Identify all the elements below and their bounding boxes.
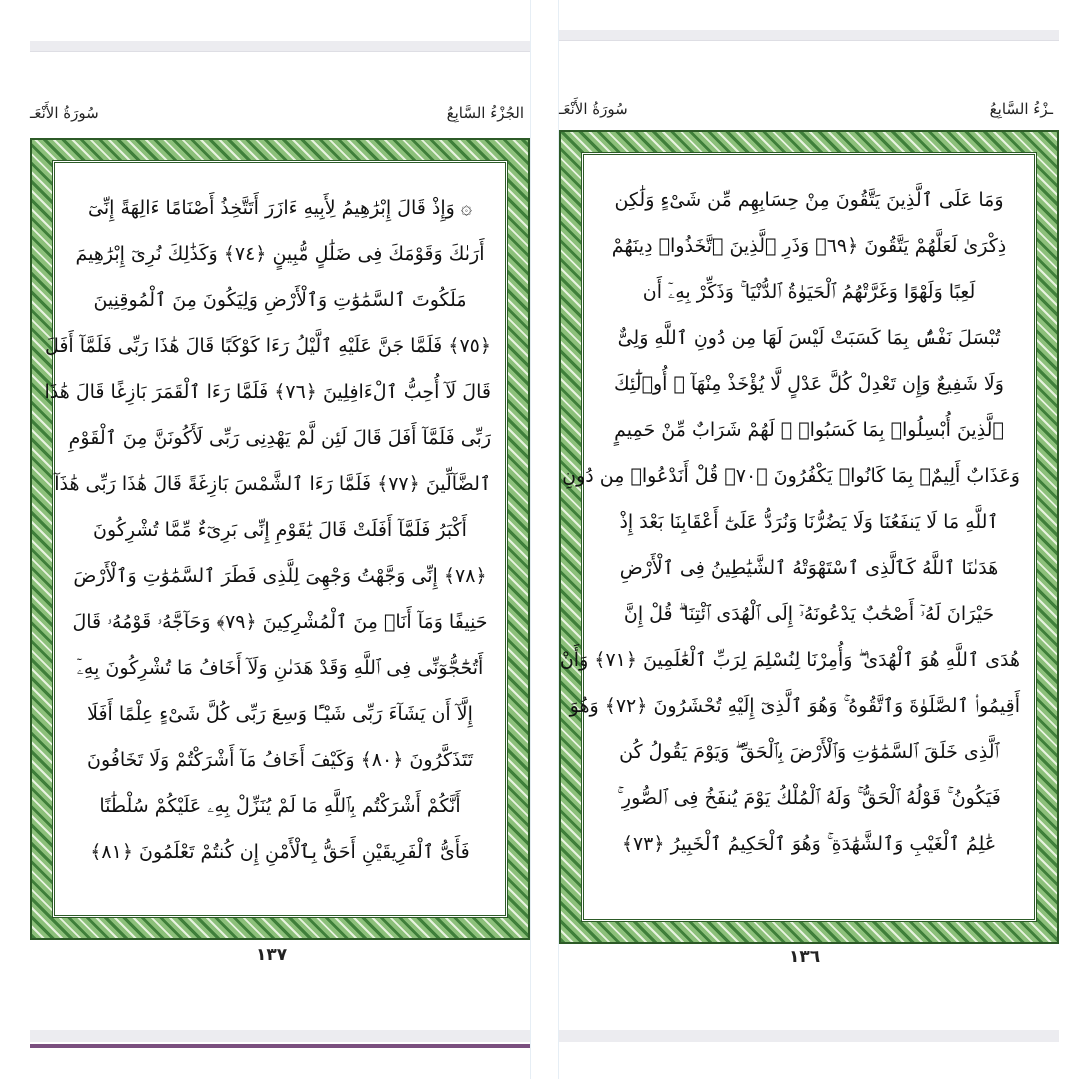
verse-line: وَمَا عَلَى ٱلَّذِينَ يَتَّقُونَ مِنْ حِسَابِهِم مِّن شَىْءٍ وَلَٰكِن: [614, 189, 1004, 211]
verse-line: ٱللَّهِ مَا لَا يَنفَعُنَا وَلَا يَضُرُّنَا وَنُرَدُّ عَلَىٰٓ أَعْقَابِنَا بَعْدَ إِذْ: [619, 511, 999, 533]
verse-line: ۞ وَإِذْ قَالَ إِبْرَٰهِيمُ لِأَبِيهِ ءَازَرَ أَتَتَّخِذُ أَصْنَامًا ءَالِهَةً إِنِّىٓ: [88, 197, 472, 219]
verse-line: ﴿٧٥﴾ فَلَمَّا جَنَّ عَلَيْهِ ٱلَّيْلُ رَءَا كَوْكَبًا قَالَ هَٰذَا رَبِّى فَلَمَّآ أَفَلَ: [44, 335, 491, 357]
verse-line: فَأَىُّ ٱلْفَرِيقَيْنِ أَحَقُّ بِٱلْأَمْنِ إِن كُنتُمْ تَعْلَمُونَ ﴿٨١﴾: [90, 841, 470, 863]
page-header: [30, 100, 530, 128]
verse-line: لَعِبًا وَلَهْوًا وَغَرَّتْهُمُ ٱلْحَيَوٰةُ ٱلدُّنْيَا ۚ وَذَكِّرْ بِهِۦٓ أَن: [642, 281, 976, 303]
verse-line: إِلَّآ أَن يَشَآءَ رَبِّى شَيْـًٔا وَسِعَ رَبِّى كُلَّ شَىْءٍ عِلْمًا أَفَلَا: [87, 703, 473, 725]
verse-line: أَتُحَٰٓجُّوٓنِّى فِى ٱللَّهِ وَقَدْ هَدَىٰنِ وَلَآ أَخَافُ مَا تُشْرِكُونَ بِهِۦٓ: [76, 657, 484, 679]
bottom-accent-line: [30, 1044, 530, 1048]
text-block: [559, 152, 1037, 922]
verse-line: هَدَىٰنَا ٱللَّهُ كَٱلَّذِى ٱسْتَهْوَتْهُ ٱلشَّيَٰطِينُ فِى ٱلْأَرْضِ: [619, 557, 999, 579]
verse-line: أَقِيمُوا۟ ٱلصَّلَوٰةَ وَٱتَّقُوهُ ۚ وَهُوَ ٱلَّذِىٓ إِلَيْهِ تُحْشَرُونَ ﴿٧٢﴾ وَهُوَ: [569, 695, 1020, 717]
verse-line: حَيْرَانَ لَهُۥٓ أَصْحَٰبٌ يَدْعُونَهُۥٓ إِلَى ٱلْهُدَى ٱئْتِنَا ۗ قُلْ إِنَّ: [623, 603, 995, 625]
verse-line: قَالَ لَآ أُحِبُّ ٱلْءَافِلِينَ ﴿٧٦﴾ فَلَمَّا رَءَا ٱلْقَمَرَ بَازِغًا قَالَ هَٰذَا: [44, 381, 491, 403]
verse-line: ذِكْرَىٰ لَعَلَّهُمْ يَتَّقُونَ ﴿٦٩﴾ وَذَرِ ٱلَّذِينَ ٱتَّخَذُوا۟ دِينَهُمْ: [611, 235, 1007, 257]
verse-line: تُبْسَلَ نَفْسٌۢ بِمَا كَسَبَتْ لَيْسَ لَهَا مِن دُونِ ٱللَّهِ وَلِىٌّ: [617, 327, 1001, 349]
juz-name: ـزْءُ السَّابِعُ: [989, 100, 1053, 118]
bottom-bar: [30, 1030, 530, 1042]
top-bar: [559, 30, 1059, 41]
right-page: [559, 0, 1089, 1079]
page-number: ١٣٧: [256, 945, 288, 965]
verse-line: ٱلَّذِى خَلَقَ ٱلسَّمَٰوَٰتِ وَٱلْأَرْضَ بِٱلْحَقِّ ۖ وَيَوْمَ يَقُولُ كُن: [619, 741, 999, 763]
verse-line: مَلَكُوتَ ٱلسَّمَٰوَٰتِ وَٱلْأَرْضِ وَلِيَكُونَ مِنَ ٱلْمُوقِنِينَ: [93, 289, 467, 311]
verse-line: أَنَّكُمْ أَشْرَكْتُم بِٱللَّهِ مَا لَمْ يُنَزِّلْ بِهِۦ عَلَيْكُمْ سُلْطَٰنًا: [99, 795, 461, 817]
verse-line: وَعَذَابٌ أَلِيمٌۢ بِمَا كَانُوا۟ يَكْفُرُونَ ﴿٧٠﴾ قُلْ أَنَدْعُوا۟ مِن دُونِ: [562, 465, 1020, 487]
text-block: [44, 160, 508, 918]
top-bar: [30, 41, 530, 52]
page-number: ١٣٦: [789, 947, 821, 967]
verse-line: رَبِّى فَلَمَّآ أَفَلَ قَالَ لَئِن لَّمْ يَهْدِنِى رَبِّى لَأَكُونَنَّ مِنَ ٱلْقَوْمِ: [68, 427, 491, 449]
verse-line: أَرَىٰكَ وَقَوْمَكَ فِى ضَلَٰلٍ مُّبِينٍ ﴿٧٤﴾ وَكَذَٰلِكَ نُرِىٓ إِبْرَٰهِيمَ: [75, 243, 485, 265]
ornamental-frame: [30, 138, 530, 940]
verse-line: تَتَذَكَّرُونَ ﴿٨٠﴾ وَكَيْفَ أَخَافُ مَآ أَشْرَكْتُمْ وَلَا تَخَافُونَ: [86, 749, 474, 771]
verse-line: وَلَا شَفِيعٌ وَإِن تَعْدِلْ كُلَّ عَدْلٍ لَّا يُؤْخَذْ مِنْهَآ ۗ أُو۟لَٰٓئِكَ: [614, 373, 1004, 395]
verse-line: فَيَكُونُ ۚ قَوْلُهُ ٱلْحَقُّ ۚ وَلَهُ ٱلْمُلْكُ يَوْمَ يُنفَخُ فِى ٱلصُّورِ ۚ: [617, 787, 1001, 809]
page-divider: [530, 0, 559, 1079]
bottom-bar: [559, 1030, 1059, 1042]
ornamental-frame: [559, 130, 1059, 944]
verse-line: ﴿٧٨﴾ إِنِّى وَجَّهْتُ وَجْهِىَ لِلَّذِى فَطَرَ ٱلسَّمَٰوَٰتِ وَٱلْأَرْضَ: [73, 565, 487, 587]
verse-line: ٱلَّذِينَ أُبْسِلُوا۟ بِمَا كَسَبُوا۟ ۖ لَهُمْ شَرَابٌ مِّنْ حَمِيمٍ: [614, 419, 1004, 441]
page-header: [559, 96, 1059, 124]
verse-line: عَٰلِمُ ٱلْغَيْبِ وَٱلشَّهَٰدَةِ ۚ وَهُوَ ٱلْحَكِيمُ ٱلْخَبِيرُ ﴿٧٣﴾: [621, 833, 997, 855]
verse-line: هُدَى ٱللَّهِ هُوَ ٱلْهُدَىٰ ۖ وَأُمِرْنَا لِنُسْلِمَ لِرَبِّ ٱلْعَٰلَمِينَ ﴿٧١﴾ وَأَنْ: [559, 649, 1020, 671]
verse-line: أَكْبَرُ فَلَمَّآ أَفَلَتْ قَالَ يَٰقَوْمِ إِنِّى بَرِىٓءٌ مِّمَّا تُشْرِكُونَ: [93, 519, 467, 541]
surah-name: سُورَةُ الأَنْعَـ: [30, 104, 99, 122]
juz-name: الجُزْءُ السَّابِعُ: [446, 104, 524, 122]
surah-name: سُورَةُ الأَنْعَـ: [559, 100, 628, 118]
verse-line: حَنِيفًا وَمَآ أَنَا۠ مِنَ ٱلْمُشْرِكِينَ ﴿٧٩﴾ وَحَآجَّهُۥ قَوْمُهُۥ قَالَ: [72, 611, 488, 633]
left-page: [0, 0, 530, 1079]
verse-line: ٱلضَّآلِّينَ ﴿٧٧﴾ فَلَمَّا رَءَا ٱلشَّمْسَ بَازِغَةً قَالَ هَٰذَا رَبِّى هَٰذَآ: [54, 473, 491, 495]
